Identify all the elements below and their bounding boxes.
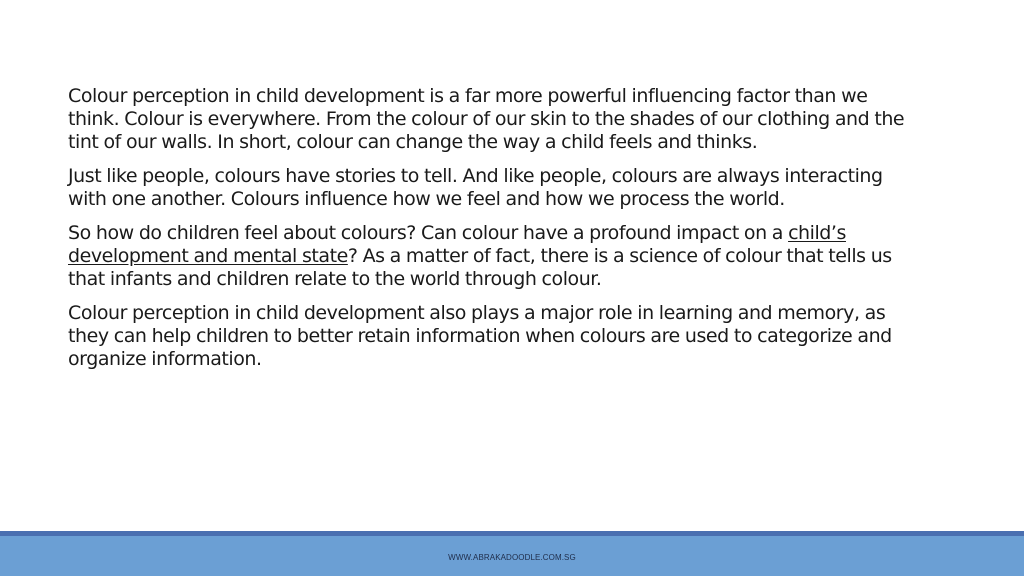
paragraph-text-before-link: So how do children feel about colours? Can colour have a profound impact on a [68, 222, 789, 244]
paragraph-stories: Just like people, colours have stories to tell. And like people, colours are always interacting with one another. Colours influence how we feel and how we process the world. [68, 165, 883, 210]
paragraph-children-feel [68, 222, 918, 291]
paragraph-intro: Colour perception in child development is a far more powerful influencing factor than we think. Colour is everywhere. From the colour of our skin to the shades of our clothing and the tint of our walls. In short, colour can change the way a child feels and thinks. [68, 85, 905, 153]
slide-body [68, 85, 918, 382]
paragraph-text-after-link: ? As a matter of fact, there is a science of colour that tells us that infants and children relate to the world through colour. [68, 245, 892, 290]
paragraph-learning-memory: Colour perception in child development also plays a major role in learning and memory, as they can help children to better retain information when colours are used to categorize and organize information. [68, 302, 892, 370]
footer-url: WWW.ABRAKADOODLE.COM.SG [448, 553, 576, 562]
child-development-link[interactable]: child’s development and mental state [68, 222, 846, 267]
